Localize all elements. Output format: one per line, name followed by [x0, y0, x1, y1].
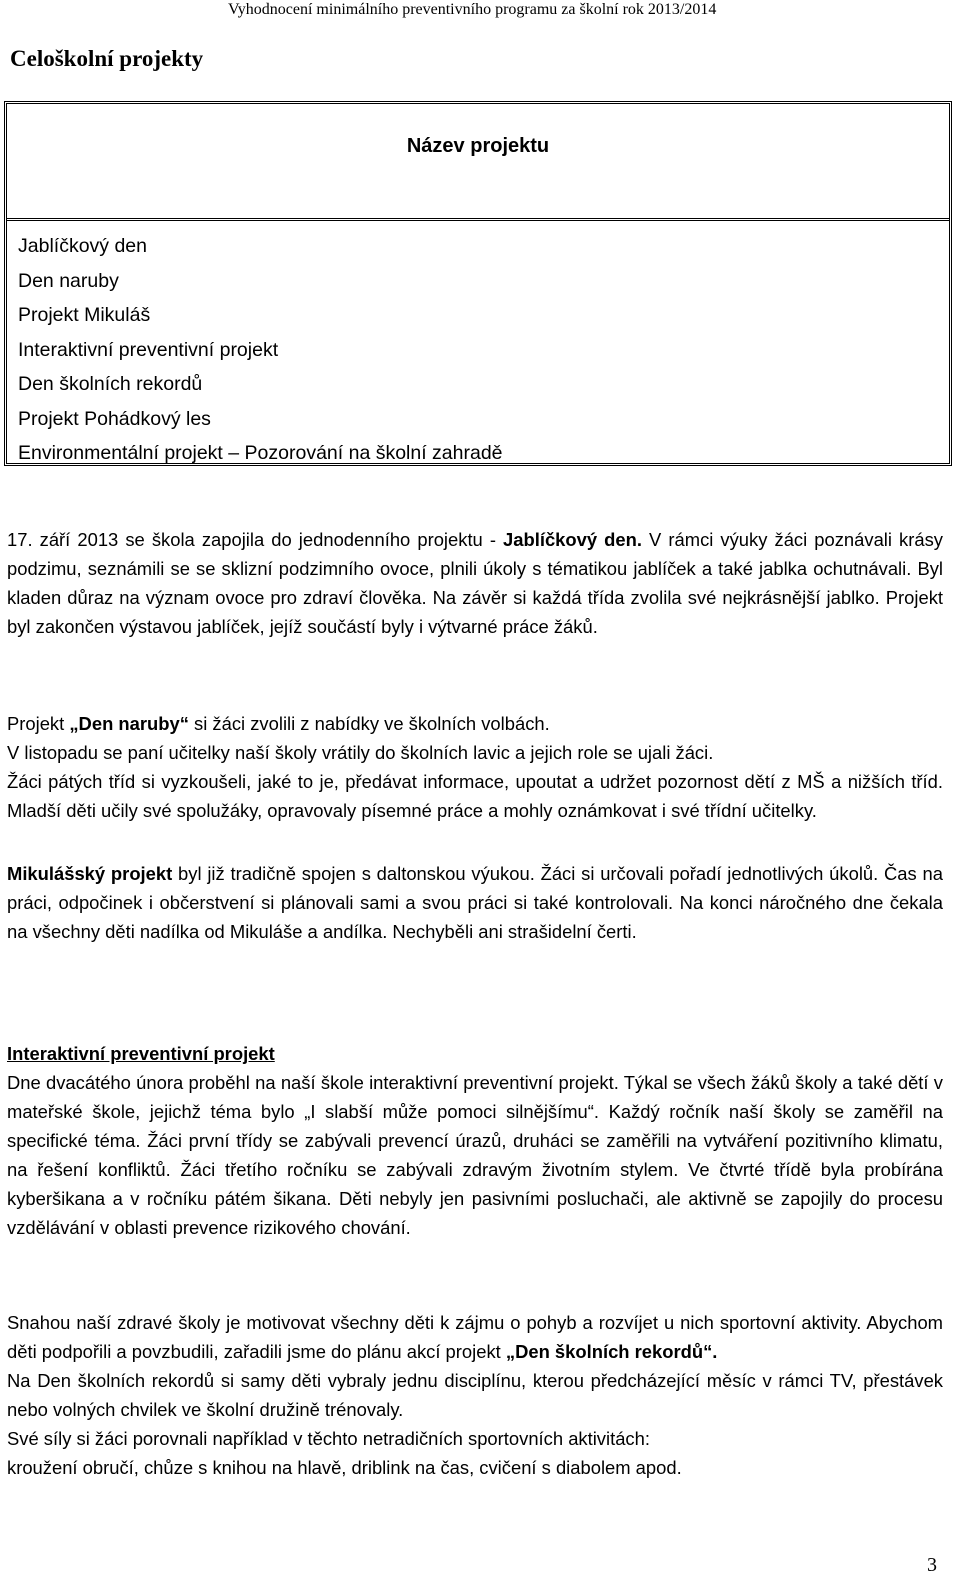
paragraph-mikulas — [7, 859, 943, 946]
paragraph-text: Dne dvacátého února proběhl na naší škole interaktivní preventivní projekt. Týkal se všech žáků školy a také dětí v mateřské škole, jejichž téma bylo „I slabší může pomoci silnějšímu“. Každý ročník naší školy se zaměřil na specifické téma. Žáci první třídy se zabývali prevencí úrazů, druháci se zaměřili na vytváření pozitivního klimatu, na řešení konfliktů. Žáci třetího ročníku se zabývali zdravým životním stylem. Ve čtvrté třídě byla probírána kyberšikana a v ročníku pátém šikana. Děti nebyly jen pasivními posluchači, ale aktivně se zapojily do procesu vzdělávání v oblasti prevence rizikového chování. — [7, 1072, 943, 1238]
paragraph-jablickovy-den — [7, 525, 943, 641]
subheading: Interaktivní preventivní projekt — [7, 1043, 275, 1064]
table-header-cell — [7, 104, 949, 221]
paragraph-text: Své síly si žáci porovnali například v těchto netradičních sportovních aktivitách: — [7, 1428, 650, 1449]
project-list-item: Den naruby — [18, 269, 119, 292]
paragraph-text: V listopadu se paní učitelky naší školy vrátily do školních lavic a jejich role se ujali žáci. — [7, 742, 714, 763]
project-list-item: Projekt Pohádkový les — [18, 407, 211, 430]
project-list-item: Den školních rekordů — [18, 373, 203, 395]
paragraph-text: si žáci zvolili z nabídky ve školních volbách. — [188, 713, 550, 734]
project-list-item: Interaktivní preventivní projekt — [18, 338, 279, 361]
paragraph-text: V rámci výuky žáci poznávali krásy podzimu, seznámili se se sklizní podzimního ovoce, plnili úkoly s tématikou jablíček a také jablka ochutnávali. Byl kladen důraz na význam ovoce pro zdraví člověka. Na závěr si každá třída zvolila své nejkrásnější jablko. Projekt byl zakončen výstavou jablíček, jejíž součástí byly i výtvarné práce žáků. — [7, 529, 943, 637]
paragraph-text: Žáci pátých tříd si vyzkoušeli, jaké to je, předávat informace, upoutat a udržet pozornost dětí z MŠ a nižších tříd. Mladší děti učily své spolužáky, opravovaly písemné práce a mohly oznámkovat i své třídní učitelky. — [7, 771, 943, 821]
section-title: Celoškolní projekty — [10, 46, 204, 71]
table-header-label: Název projektu — [406, 135, 550, 157]
project-name-bold: „Den školních rekordů“. — [505, 1341, 718, 1362]
project-name-bold: Jablíčkový den. — [503, 529, 642, 550]
paragraph-interaktivni-projekt — [7, 1039, 943, 1242]
project-list-item: Environmentální projekt – Pozorování na školní zahradě — [18, 442, 503, 464]
paragraph-den-rekordu — [7, 1308, 943, 1482]
projects-table — [4, 101, 952, 466]
table-body-cell — [7, 221, 949, 471]
paragraph-text: 17. září 2013 se škola zapojila do jednodenního projektu - — [7, 529, 504, 550]
project-name-bold: „Den naruby“ — [69, 713, 189, 734]
paragraph-text: byl již tradičně spojen s daltonskou výukou. Žáci si určovali pořadí jednotlivých úkolů. Čas na práci, odpočinek i občerstvení si plánovali sami a svou práci si také kontrolovali. Na konci náročného dne čekala na všechny děti nadílka od Mikuláše a andílka. Nechyběli ani strašidelní čerti. — [7, 863, 943, 942]
running-header: Vyhodnocení minimálního preventivního programu za školní rok 2013/2014 — [228, 1, 717, 18]
paragraph-text: kroužení obručí, chůze s knihou na hlavě, driblink na čas, cvičení s diabolem apod. — [7, 1457, 682, 1478]
paragraph-den-naruby — [7, 709, 943, 825]
paragraph-text: Na Den školních rekordů si samy děti vybraly jednu disciplínu, kterou předcházející měsíc v rámci TV, přestávek nebo volných chvilek ve školní družině trénovaly. — [7, 1370, 943, 1420]
project-list-item: Projekt Mikuláš — [18, 304, 151, 326]
paragraph-text: Snahou naší zdravé školy je motivovat všechny děti k zájmu o pohyb a rozvíjet u nich sportovní aktivity. Abychom děti podpořili a povzbudili, zařadili jsme do plánu akcí projekt — [7, 1312, 943, 1362]
paragraph-text: Projekt — [7, 713, 70, 734]
project-list-item: Jablíčkový den — [18, 235, 147, 257]
page-number: 3 — [927, 1554, 937, 1576]
project-name-bold: Mikulášský projekt — [7, 863, 173, 884]
